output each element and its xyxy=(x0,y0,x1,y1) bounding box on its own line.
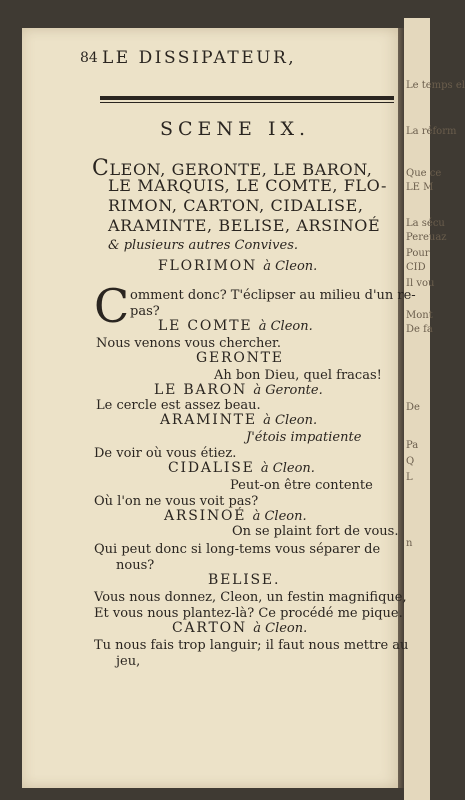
stage-direction: à Cleon. xyxy=(252,509,307,524)
page-number: 84 xyxy=(80,50,98,66)
speaker-heading xyxy=(158,318,313,334)
verse-line: De voir où vous étiez. xyxy=(94,446,237,461)
header-rule-thin xyxy=(100,102,394,103)
facing-fragment: La réform xyxy=(406,126,457,137)
verse-line: Nous venons vous chercher. xyxy=(96,336,281,351)
stage-direction: à Cleon. xyxy=(253,621,308,636)
verse-line: Vous nous donnez, Cleon, un festin magnifique, xyxy=(94,590,407,605)
speaker-name: ARSINOÉ xyxy=(164,508,247,524)
speaker-heading xyxy=(208,572,280,588)
header-rule-thick xyxy=(100,96,394,100)
running-head xyxy=(80,48,380,70)
facing-fragment: Pour xyxy=(406,248,430,259)
verse-line: pas? xyxy=(130,304,160,319)
scene-heading: SCENE IX. xyxy=(160,118,311,140)
verse-line: Tu nous fais trop languir; il faut nous mettre au xyxy=(94,638,409,653)
speaker-heading xyxy=(154,382,323,398)
speaker-name: CARTON xyxy=(172,620,247,636)
verse-line: Qui peut donc si long-tems vous séparer de xyxy=(94,542,381,557)
verse-line: Où l'on ne vous voit pas? xyxy=(94,494,259,509)
verse-line: On se plaint fort de vous. xyxy=(232,524,399,539)
stage-direction: à Cleon. xyxy=(258,319,313,334)
stage-direction: à Cleon. xyxy=(263,259,318,274)
verse-line: Et vous nous plantez-là? Ce procédé me pique. xyxy=(94,606,403,621)
speaker-name: BELISE. xyxy=(208,572,281,588)
stage-direction: à Geronte. xyxy=(253,383,323,398)
speaker-heading xyxy=(196,350,284,366)
facing-fragment: LE M xyxy=(406,182,434,193)
speaker-heading xyxy=(168,460,315,476)
cast-line-5: & plusieurs autres Convives. xyxy=(108,238,299,253)
cast-line-2: LE MARQUIS, LE COMTE, FLO- xyxy=(108,176,387,195)
facing-fragment: Q xyxy=(406,456,415,467)
cast-line-4: ARAMINTE, BELISE, ARSINOÉ xyxy=(108,216,381,235)
verse-line: jeu, xyxy=(116,654,141,669)
verse-line: omment donc? T'éclipser au milieu d'un re- xyxy=(130,288,416,303)
cast-line-1: CLEON, GERONTE, LE BARON, xyxy=(92,156,373,181)
speaker-name: LE BARON xyxy=(154,382,248,398)
facing-page-edge xyxy=(404,18,465,800)
facing-fragment: La sécu xyxy=(406,218,445,229)
speaker-heading xyxy=(172,620,307,636)
facing-fragment: Pa xyxy=(406,440,419,451)
facing-fragment: De fa xyxy=(406,324,433,335)
speaker-name: CIDALISE xyxy=(168,460,255,476)
facing-fragment: Il vou xyxy=(406,278,435,289)
verse-line: nous? xyxy=(116,558,155,573)
speaker-name: LE COMTE xyxy=(158,318,253,334)
stage-direction: à Cleon. xyxy=(260,461,315,476)
facing-fragment: Pereuaz xyxy=(406,232,447,243)
facing-fragment: De xyxy=(406,402,420,413)
drop-cap: C xyxy=(94,279,130,333)
speaker-heading xyxy=(158,258,317,274)
stage-direction: à Cleon. xyxy=(263,413,318,428)
facing-fragment: CID xyxy=(406,262,426,273)
facing-fragment: Le temps el xyxy=(406,80,465,91)
facing-fragment: Que ce xyxy=(406,168,442,179)
facing-fragment: L xyxy=(406,472,413,483)
speaker-name: ARAMINTE xyxy=(160,412,257,428)
cast-line-3: RIMON, CARTON, CIDALISE, xyxy=(108,196,364,215)
verse-line: Ah bon Dieu, quel fracas! xyxy=(214,368,382,383)
facing-fragment: n xyxy=(406,538,413,549)
verse-line: Le cercle est assez beau. xyxy=(96,398,261,413)
facing-fragment: Mont xyxy=(406,310,433,321)
verse-line: J'étois impatiente xyxy=(246,430,362,445)
speaker-name: FLORIMON xyxy=(158,258,258,274)
speaker-name: GERONTE xyxy=(196,350,284,366)
verse-line: Peut-on être contente xyxy=(230,478,373,493)
running-title: LE DISSIPATEUR, xyxy=(102,48,297,68)
speaker-heading xyxy=(160,412,317,428)
speaker-heading xyxy=(164,508,307,524)
